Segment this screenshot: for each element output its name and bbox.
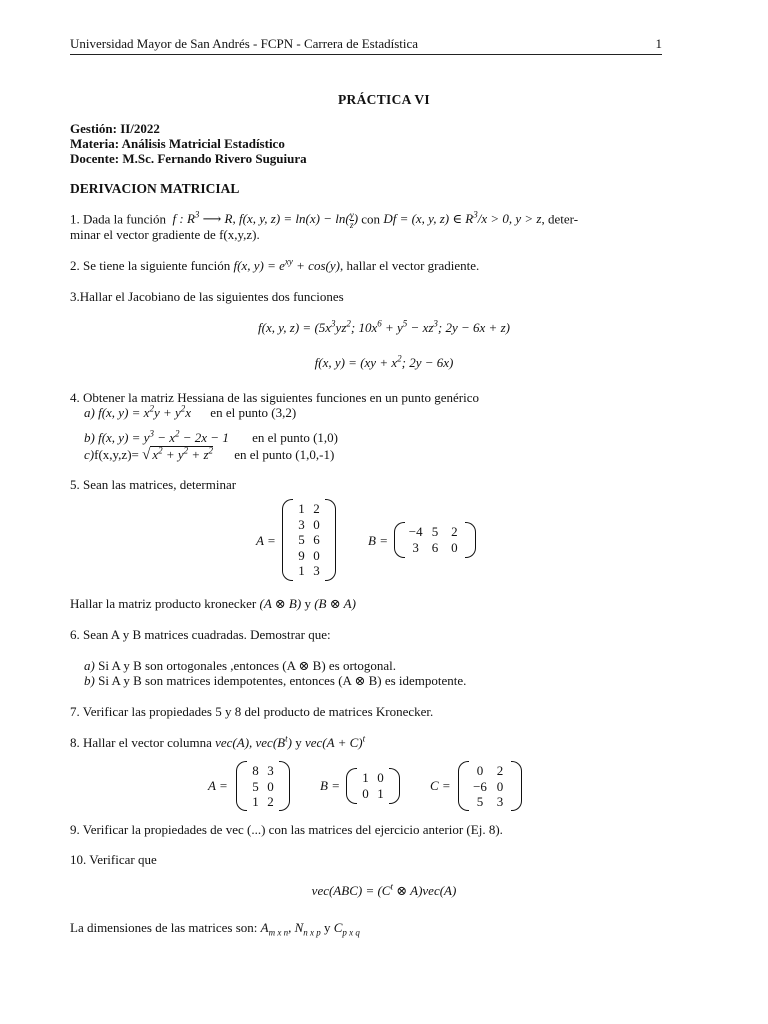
problem-6-item-b bbox=[84, 673, 466, 689]
problem-1-function: f : $R^3$ ⟶ R, f(x, y, z) = ln(x) − ln( $\frac{y}{z}$ ) bbox=[169, 210, 359, 230]
page-title: PRÁCTICA VI bbox=[338, 92, 430, 107]
meta-materia: Materia: Análisis Matricial Estadístico bbox=[70, 136, 285, 151]
matrix-b-cell: 1 bbox=[362, 770, 369, 785]
problem-3-eq1: f(x, y, $z) = (5x^3yz^2$; $10x^6 + y^5 - xz^3$; 2y − 6x + z) bbox=[258, 318, 510, 335]
problem-10-text: La dimensiones de las matrices son: bbox=[70, 920, 258, 935]
problem-10-dims-expr: $A_{m x n}$, $N_{n x p}$ bbox=[260, 920, 321, 938]
matrix-a-cell: 3 bbox=[267, 763, 274, 778]
section-heading: DERIVACION MATRICIAL bbox=[70, 181, 240, 196]
page-number: 1 bbox=[655, 36, 662, 51]
matrix-b-cell: 0 bbox=[377, 770, 384, 785]
problem-2-function: f(x, $y) = e^{xy} + \cos(y)$ bbox=[233, 256, 340, 273]
matrix-b-cell: 0 bbox=[451, 539, 458, 555]
problem-5-expr: (A ⊗ B) bbox=[259, 596, 302, 611]
p8-matrix-a-label: A = bbox=[208, 778, 228, 793]
matrix-b-p5 bbox=[394, 522, 476, 558]
matrix-b-cell: −4 bbox=[408, 524, 423, 539]
problem-8-text: 8. Hallar el vector columna bbox=[70, 735, 212, 750]
problem-1-con: con bbox=[361, 211, 381, 227]
problem-4: 4. Obtener la matriz Hessiana de las siguientes funciones en un punto genérico bbox=[70, 390, 480, 405]
problem-4-item-a bbox=[84, 405, 296, 421]
problem-10-eq: $vec(ABC) = (C^t$ ⊗ A)vec(A) bbox=[311, 881, 457, 898]
meta-docente: Docente: M.Sc. Fernando Rivero Suguiura bbox=[70, 151, 307, 166]
problem-4-item-c bbox=[84, 446, 334, 463]
problem-8-expr: vec(A), $vec(B^t)$ bbox=[215, 733, 292, 750]
matrix-a-cell: 9 bbox=[298, 547, 305, 563]
problem-2-text: 2. Se tiene la siguiente función bbox=[70, 258, 231, 273]
matrix-c-cell: 2 bbox=[496, 763, 504, 778]
matrix-a-cell: 6 bbox=[313, 532, 320, 547]
problem-4c-point: en el punto (1,0,-1) bbox=[234, 447, 335, 462]
problem-1-line2: minar el vector gradiente de f(x,y,z). bbox=[70, 227, 260, 242]
matrix-c-p8 bbox=[458, 761, 522, 811]
problem-2-tail: , hallar el vector gradiente. bbox=[339, 258, 480, 273]
problem-4b-point: en el punto (1,0) bbox=[252, 430, 338, 445]
matrix-c-cell: 5 bbox=[476, 794, 484, 809]
problem-4c-function: f(x,y,z)= √ $x^2 + y^2 + z^2$ bbox=[94, 445, 214, 463]
problem-3-eq2: f(x, $y) = (xy + x^2$; 2y − 6x) bbox=[314, 353, 454, 370]
matrix-a-p5 bbox=[282, 499, 336, 581]
running-header bbox=[70, 36, 662, 52]
problem-5: 5. Sean las matrices, determinar bbox=[70, 477, 237, 492]
problem-4a-function: f(x, $y) = x^2y + y^2x$ bbox=[98, 403, 192, 420]
matrix-b-cell: 2 bbox=[451, 524, 458, 539]
matrix-a-cell: 5 bbox=[252, 778, 259, 794]
matrix-b-label: B = bbox=[368, 533, 388, 548]
matrix-c-cell: 3 bbox=[496, 794, 504, 809]
item-label: c) bbox=[84, 447, 95, 462]
matrix-c-cell: 0 bbox=[496, 778, 504, 794]
matrix-b-cell: 5 bbox=[431, 524, 439, 539]
header-rule bbox=[70, 54, 662, 55]
matrix-a-cell: 1 bbox=[298, 563, 305, 578]
matrix-a-cell: 3 bbox=[313, 563, 320, 578]
item-label: a) bbox=[84, 658, 95, 673]
p8-matrix-c-label: C = bbox=[430, 778, 451, 793]
problem-4-item-b bbox=[84, 430, 338, 446]
matrix-a-cell: 1 bbox=[252, 794, 259, 809]
problem-4b-function: f(x, $y) = y^3 - x^2 - 2x - 1$ bbox=[98, 428, 229, 445]
matrix-a-cell: 2 bbox=[267, 794, 274, 809]
matrix-a-cell: 0 bbox=[313, 516, 320, 532]
matrix-b-cell: 0 bbox=[362, 785, 369, 801]
matrix-a-cell: 0 bbox=[313, 547, 320, 563]
problem-1-domain: Df = (x, y, z) ∈ $R^3/x > 0$, y > z bbox=[383, 210, 542, 227]
problem-10-dims: La dimensiones de las matrices son: $A_{m x n}$, $N_{n x p}$ y $C_{p x q}$ bbox=[70, 920, 360, 938]
problem-9: 9. Verificar la propiedades de vec (...) con las matrices del ejercicio anterior (Ej. 8). bbox=[70, 822, 503, 837]
problem-5-kronecker: Hallar la matriz producto kronecker (A ⊗ B) y (B ⊗ A) bbox=[70, 596, 356, 611]
matrix-c-cell: 0 bbox=[476, 763, 484, 778]
problem-1-tail: , deter- bbox=[541, 211, 579, 227]
matrix-a-cell: 1 bbox=[298, 501, 305, 516]
problem-10: 10. Verificar que bbox=[70, 852, 157, 867]
item-text: Si A y B son matrices idempotentes, entonces (A ⊗ B) es idempotente. bbox=[98, 673, 467, 688]
problem-1-text: 1. Dada la función bbox=[70, 211, 167, 227]
item-label: a) bbox=[84, 405, 95, 420]
item-label: b) bbox=[84, 673, 95, 688]
problem-6: 6. Sean A y B matrices cuadradas. Demostrar que: bbox=[70, 627, 331, 642]
item-text: Si A y B son ortogonales ,entonces (A ⊗ B) es ortogonal. bbox=[98, 658, 397, 673]
item-label: b) bbox=[84, 430, 95, 445]
problem-4a-point: en el punto (3,2) bbox=[210, 405, 297, 420]
p8-matrix-b-label: B = bbox=[320, 778, 340, 793]
matrix-a-cell: 3 bbox=[298, 516, 305, 532]
matrix-b-cell: 6 bbox=[431, 539, 439, 555]
problem-5-text: Hallar la matriz producto kronecker bbox=[70, 596, 257, 611]
problem-3: 3.Hallar el Jacobiano de las siguientes dos funciones bbox=[70, 289, 344, 304]
problem-7: 7. Verificar las propiedades 5 y 8 del producto de matrices Kronecker. bbox=[70, 704, 434, 719]
matrix-a-label: A = bbox=[256, 533, 276, 548]
matrix-c-cell: −6 bbox=[473, 778, 487, 794]
matrix-a-cell: 8 bbox=[252, 763, 259, 778]
meta-gestion: Gestión: II/2022 bbox=[70, 121, 160, 136]
matrix-b-cell: 3 bbox=[412, 539, 419, 555]
matrix-b-p8 bbox=[346, 768, 400, 804]
problem-2 bbox=[70, 258, 479, 274]
header-institution: Universidad Mayor de San Andrés - FCPN - Carrera de Estadística bbox=[70, 36, 419, 51]
matrix-a-cell: 2 bbox=[313, 501, 320, 516]
matrix-a-p8 bbox=[236, 761, 290, 811]
matrix-b-cell: 1 bbox=[377, 785, 384, 801]
matrix-a-cell: 5 bbox=[298, 532, 305, 547]
matrix-a-cell: 0 bbox=[267, 778, 274, 794]
problem-8: 8. Hallar el vector columna vec(A), $vec(B^t)$ y $vec(A + C)^t$ bbox=[70, 733, 366, 750]
problem-6-item-a bbox=[84, 658, 396, 674]
